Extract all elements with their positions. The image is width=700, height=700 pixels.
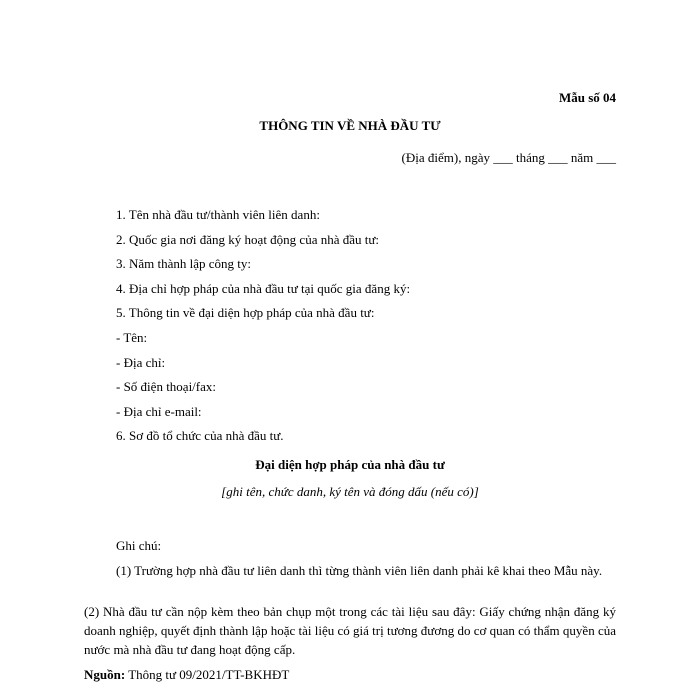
note-2: (2) Nhà đầu tư cần nộp kèm theo bản chụp một trong các tài liệu sau đây: Giấy chứng nhận đăng ký doanh nghiệp, quyết định thành lập hoặc tài liệu có giá trị tương đương do cơ quan có thẩm quyền của nước mà nhà đầu tư đang hoạt động cấp. [84, 604, 616, 657]
item-org-chart: 6. Sơ đồ tổ chức của nhà đầu tư. [116, 428, 284, 444]
item-founding-year: 3. Năm thành lập công ty: [116, 256, 252, 272]
source-value: Thông tư 09/2021/TT-BKHĐT [125, 667, 290, 682]
source-line [84, 667, 289, 683]
info-items-list [116, 207, 616, 453]
signature-title: Đại diện hợp pháp của nhà đầu tư [255, 457, 445, 472]
signature-instruction: [ghi tên, chức danh, ký tên và đóng dấu (nếu có)] [221, 484, 479, 499]
item-registration-country: 2. Quốc gia nơi đăng ký hoạt động của nhà đầu tư: [116, 231, 380, 247]
item-rep-address: - Địa chỉ: [116, 354, 166, 370]
place-date-line: (Địa điểm), ngày ___ tháng ___ năm ___ [401, 150, 616, 165]
item-rep-email: - Địa chỉ e-mail: [116, 403, 202, 419]
item-legal-representative: 5. Thông tin về đại diện hợp pháp của nhà đầu tư: [116, 305, 375, 321]
item-rep-name: - Tên: [116, 329, 148, 345]
document-title: THÔNG TIN VỀ NHÀ ĐẦU TƯ [259, 118, 441, 133]
item-legal-address: 4. Địa chỉ hợp pháp của nhà đầu tư tại quốc gia đăng ký: [116, 280, 411, 296]
item-rep-phone-fax: - Số điện thoại/fax: [116, 379, 217, 395]
source-label: Nguồn: [84, 667, 126, 682]
item-investor-name: 1. Tên nhà đầu tư/thành viên liên danh: [116, 207, 320, 222]
notes-heading: Ghi chú: [116, 538, 162, 553]
form-code: Mẫu số 04 [558, 90, 616, 105]
note-1: (1) Trường hợp nhà đầu tư liên danh thì từng thành viên liên danh phải kê khai theo Mẫu này. [116, 563, 603, 578]
